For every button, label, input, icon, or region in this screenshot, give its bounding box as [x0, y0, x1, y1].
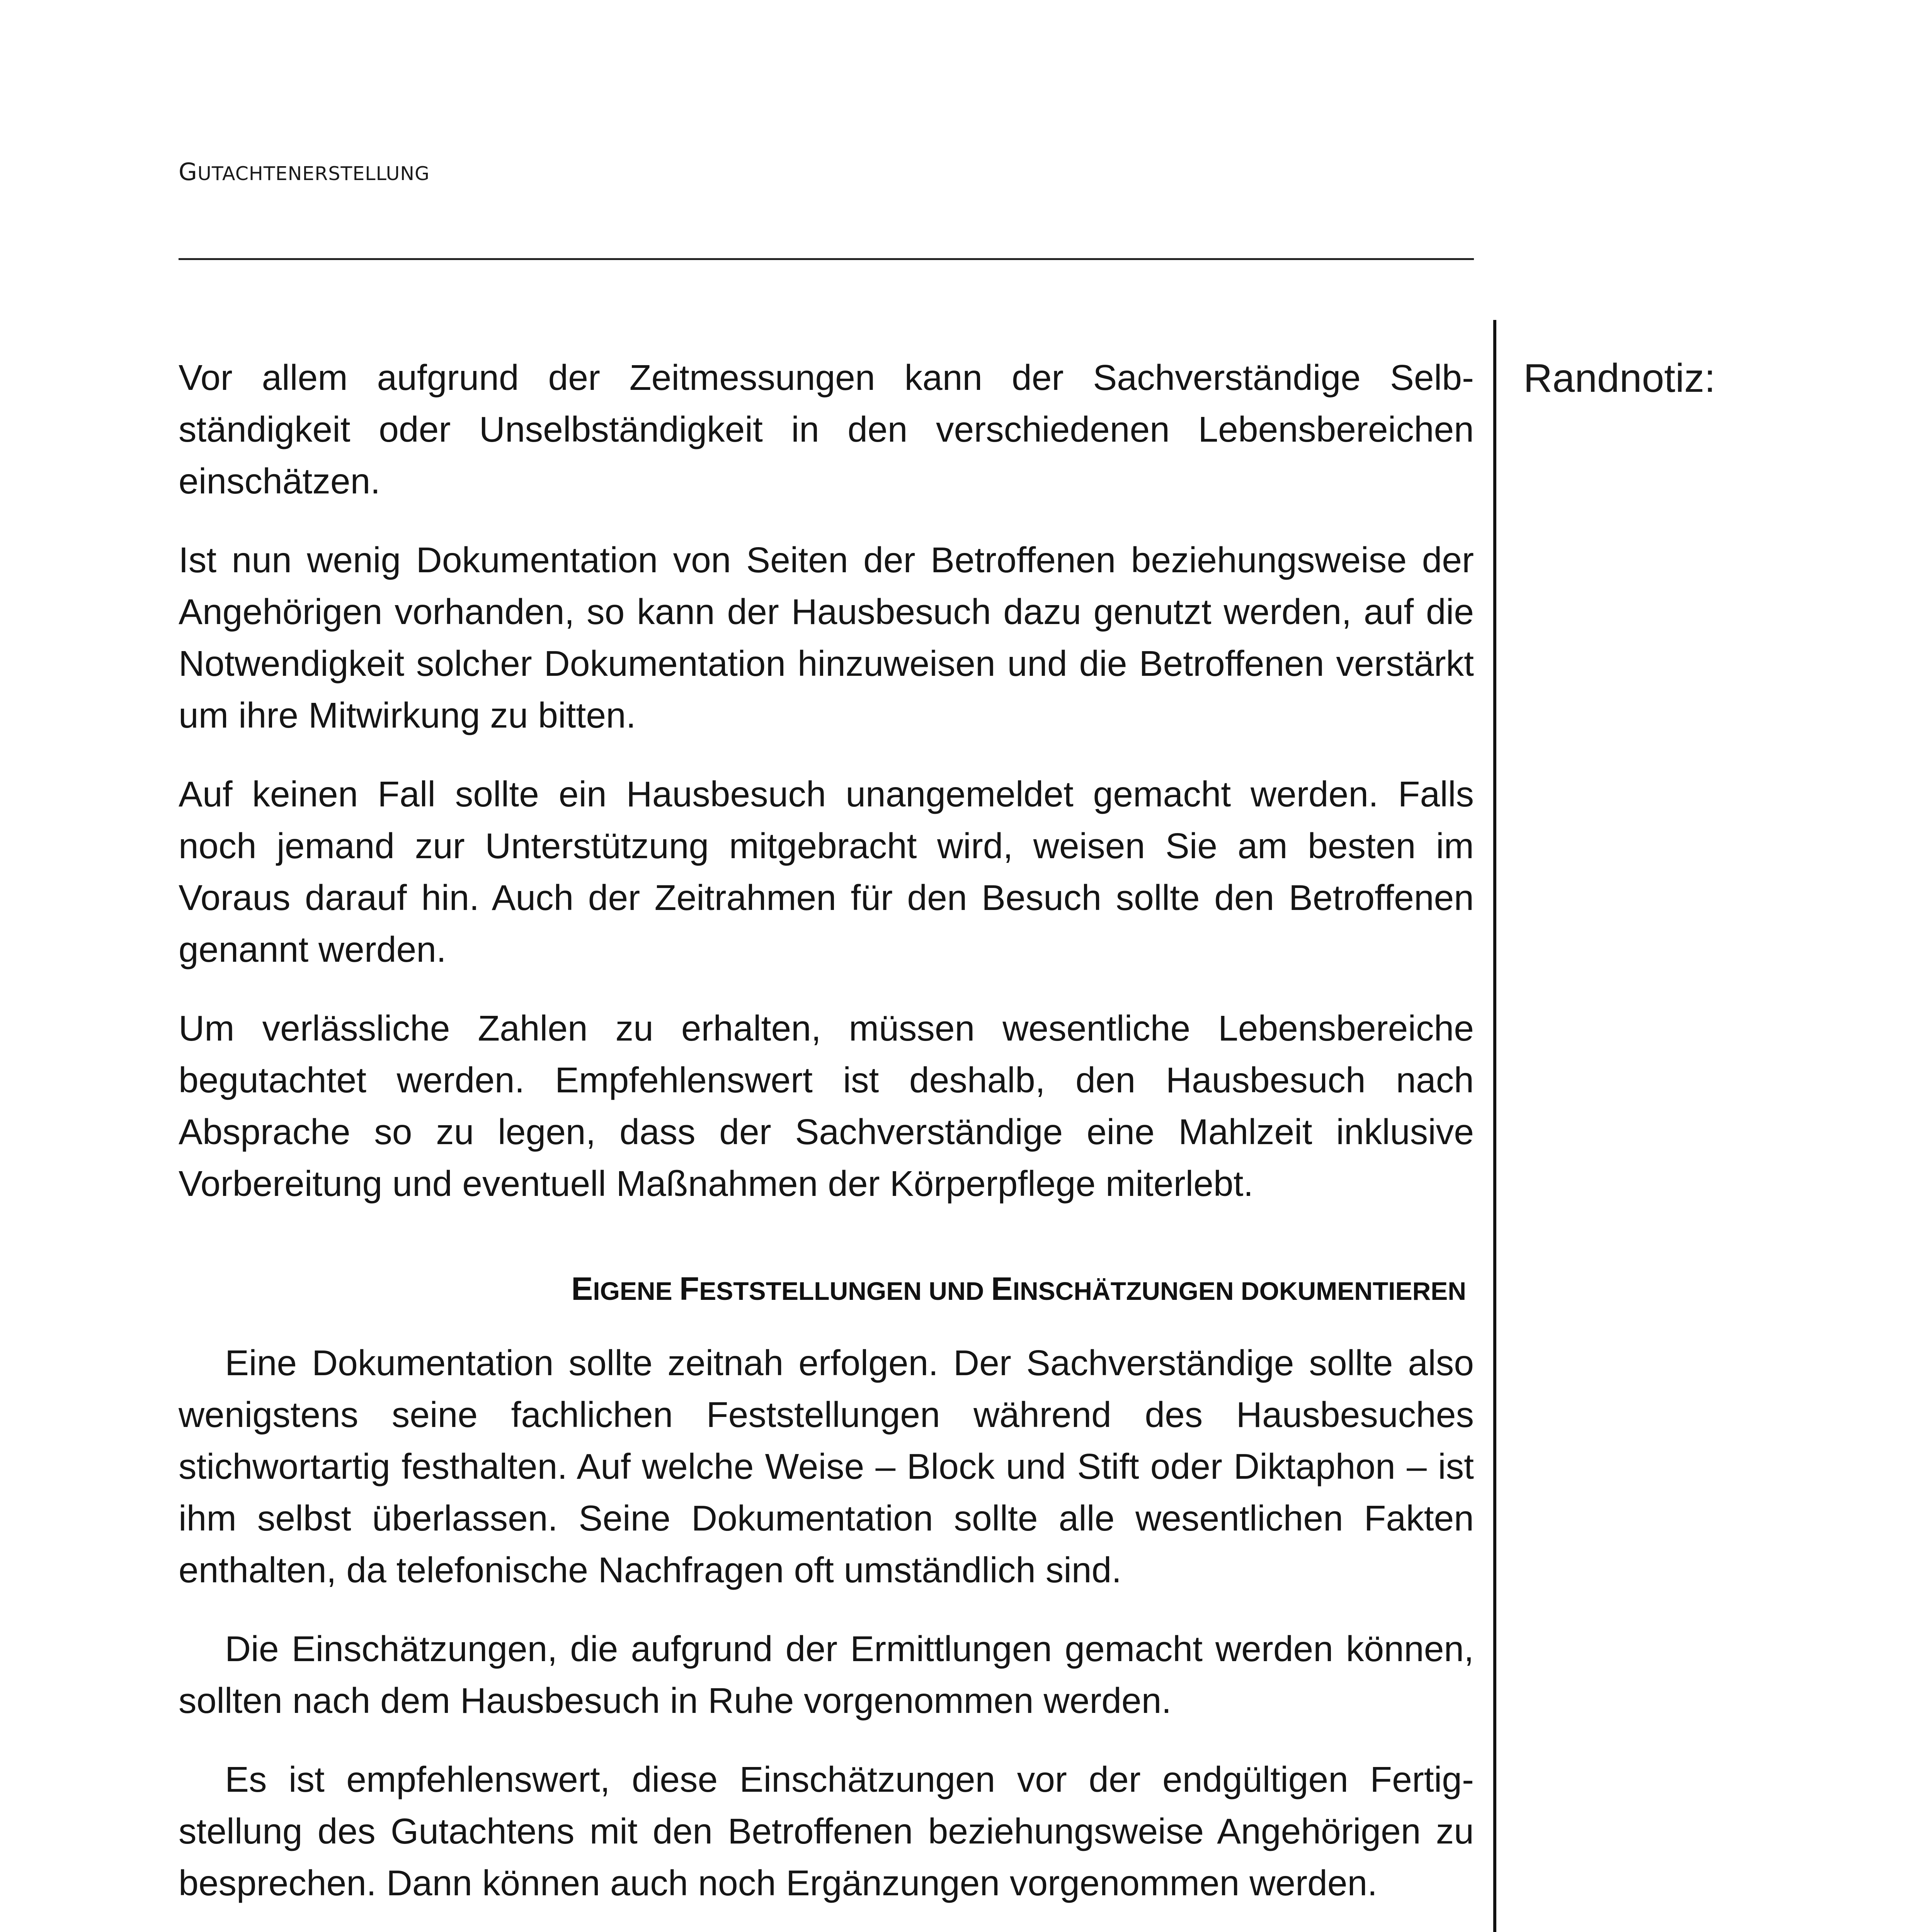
body-column: [179, 352, 1474, 1932]
running-head-rest: UTACHTENERSTELLUNG: [197, 163, 430, 185]
running-head-initial: G: [179, 158, 198, 186]
header-rule: [179, 258, 1474, 260]
margin-rule: [1493, 320, 1496, 1932]
section-title-part: E: [991, 1270, 1013, 1307]
paragraph-3: Auf keinen Fall sollte ein Hausbesuch unangemeldet gemacht werden. Falls noch jemand zur Unterstützung mitgebracht wird, weisen Sie am besten im Voraus darauf hin. Auch der Zeitrahmen für den Besuch sollte den Betroffenen genannt werden.: [179, 774, 1474, 969]
paragraph-7: Es ist empfehlenswert, diese Einschätzungen vor der endgültigen Fertigstellung des Gutachtens mit den Betroffenen beziehungsweise Angehörigen zu besprechen. Dann können auch noch Ergänzungen vorgenommen werden.: [179, 1759, 1474, 1903]
paragraph-2: Ist nun wenig Dokumentation von Seiten der Betroffenen beziehungsweise der Angehörigen vorhanden, so kann der Hausbesuch dazu genutzt werden, auf die Notwendigkeit solcher Dokumentation hinzuweisen und die Betroffenen verstärkt um ihre Mitwirkung zu bitten.: [179, 540, 1474, 735]
margin-note-label: Randnotiz:: [1523, 356, 1716, 401]
section-title-part: INSCHÄTZUNGEN DOKUMENTIEREN: [1012, 1277, 1466, 1305]
running-head: [179, 158, 430, 186]
section-title: [179, 1267, 1474, 1312]
paragraph-4: Um verlässliche Zahlen zu erhalten, müssen wesentliche Lebensbereiche begutachtet werden. Empfehlenswert ist deshalb, den Hausbesuch nach Absprache so zu legen, dass der Sachverständige eine Mahlzeit inklusive Vorbereitung und eventuell Maßnahmen der Körperpflege miterlebt.: [179, 1008, 1474, 1204]
section-title-part: ESTSTELLUNGEN UND: [699, 1277, 991, 1305]
section-title-part: IGENE: [593, 1277, 679, 1305]
paragraph-5: Eine Dokumentation sollte zeitnah erfolgen. Der Sachverständige sollte also wenigstens seine fachlichen Feststellungen während des Hausbesuches stichwortartig festhalten. Auf welche Weise – Block und Stift oder Diktaphon – ist ihm selbst überlassen. Seine Dokumentation sollte alle wesentlichen Fakten enthalten, da telefonische Nachfragen oft umständlich sind.: [179, 1343, 1474, 1590]
section-title-part: F: [679, 1270, 699, 1307]
paragraph-6: Die Einschätzungen, die aufgrund der Ermittlungen gemacht werden können, sollten nach dem Hausbesuch in Ruhe vorgenommen werden.: [179, 1629, 1474, 1721]
paragraph-1: Vor allem aufgrund der Zeitmessungen kann der Sachverständige Selbständigkeit oder Unselbständigkeit in den verschiedenen Lebensbereichen einschätzen.: [179, 357, 1474, 501]
section-title-part: E: [571, 1270, 593, 1307]
